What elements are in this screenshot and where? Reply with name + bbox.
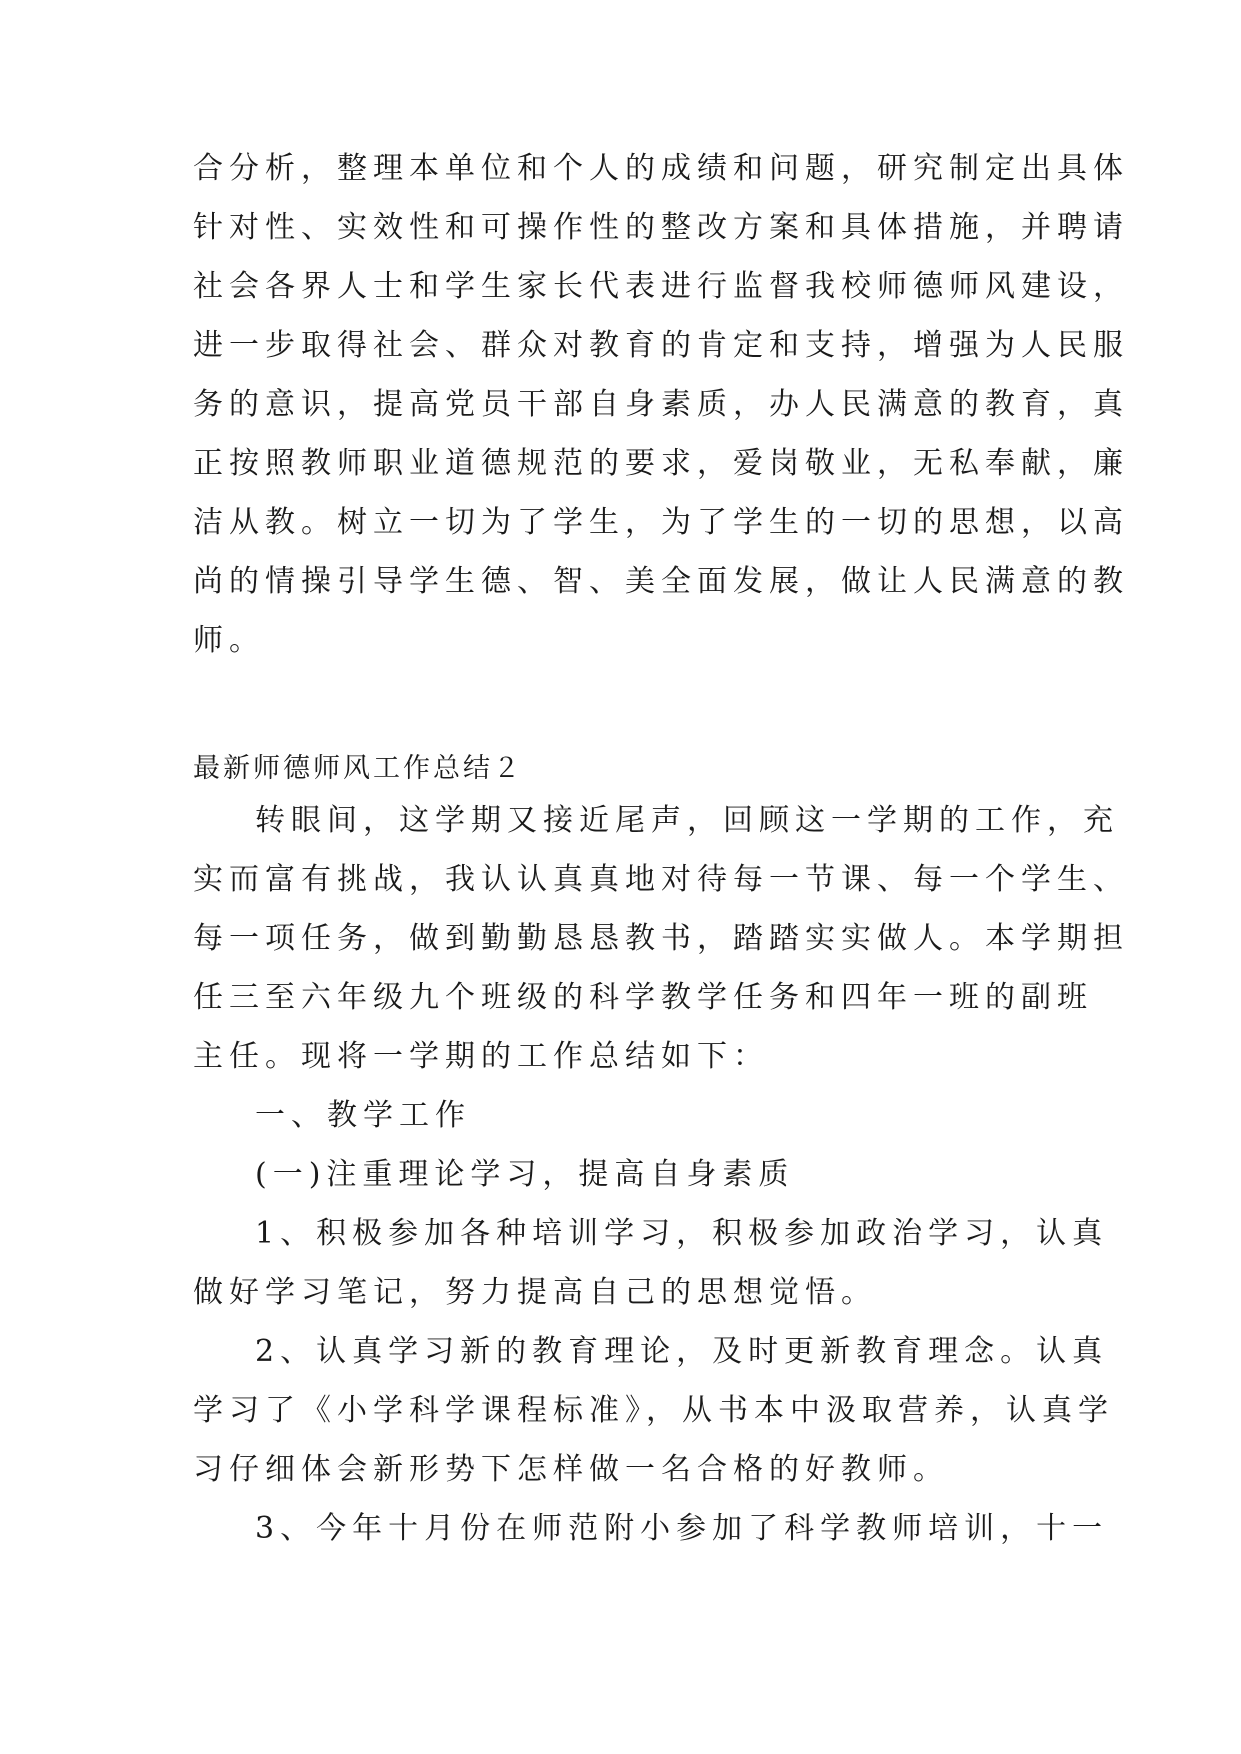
- paragraph-line: 师。: [193, 623, 265, 658]
- paragraph-line: 社会各界人士和学生家长代表进行监督我校师德师风建设，: [193, 269, 1129, 304]
- heading-teaching-work: 一、教学工作: [255, 1098, 471, 1133]
- list-item-line: 习仔细体会新形势下怎样做一名合格的好教师。: [193, 1452, 949, 1487]
- paragraph-line: 每一项任务，做到勤勤恳恳教书，踏踏实实做人。本学期担: [193, 921, 1129, 956]
- paragraph-line: 正按照教师职业道德规范的要求，爱岗敬业，无私奉献，廉: [193, 446, 1129, 481]
- paragraph-line: 针对性、实效性和可操作性的整改方案和具体措施，并聘请: [193, 210, 1129, 245]
- list-item-line: 2、认真学习新的教育理论，及时更新教育理念。认真: [255, 1334, 1109, 1369]
- list-item-line: 学习了《小学科学课程标准》，从书本中汲取营养，认真学: [193, 1393, 1114, 1428]
- list-item-line: 3、今年十月份在师范附小参加了科学教师培训，十一: [255, 1511, 1109, 1546]
- paragraph-line: 尚的情操引导学生德、智、美全面发展，做让人民满意的教: [193, 564, 1129, 599]
- paragraph-line: 实而富有挑战，我认认真真地对待每一节课、每一个学生、: [193, 862, 1129, 897]
- section-title: 最新师德师风工作总结２: [193, 753, 523, 784]
- paragraph-line: 任三至六年级九个班级的科学教学任务和四年一班的副班: [193, 980, 1093, 1015]
- list-item-line: 做好学习笔记，努力提高自己的思想觉悟。: [193, 1275, 877, 1310]
- paragraph-line: 合分析，整理本单位和个人的成绩和问题，研究制定出具体: [193, 151, 1129, 186]
- paragraph-line: 洁从教。树立一切为了学生，为了学生的一切的思想，以高: [193, 505, 1129, 540]
- paragraph-line: 进一步取得社会、群众对教育的肯定和支持，增强为人民服: [193, 328, 1129, 363]
- paragraph-line: 主任。现将一学期的工作总结如下：: [193, 1039, 769, 1074]
- list-item-line: 1、积极参加各种培训学习，积极参加政治学习，认真: [255, 1216, 1109, 1251]
- subheading-theory-study: (一)注重理论学习，提高自身素质: [255, 1157, 795, 1192]
- paragraph-line: 转眼间，这学期又接近尾声，回顾这一学期的工作，充: [255, 803, 1119, 838]
- paragraph-line: 务的意识，提高党员干部自身素质，办人民满意的教育，真: [193, 387, 1129, 422]
